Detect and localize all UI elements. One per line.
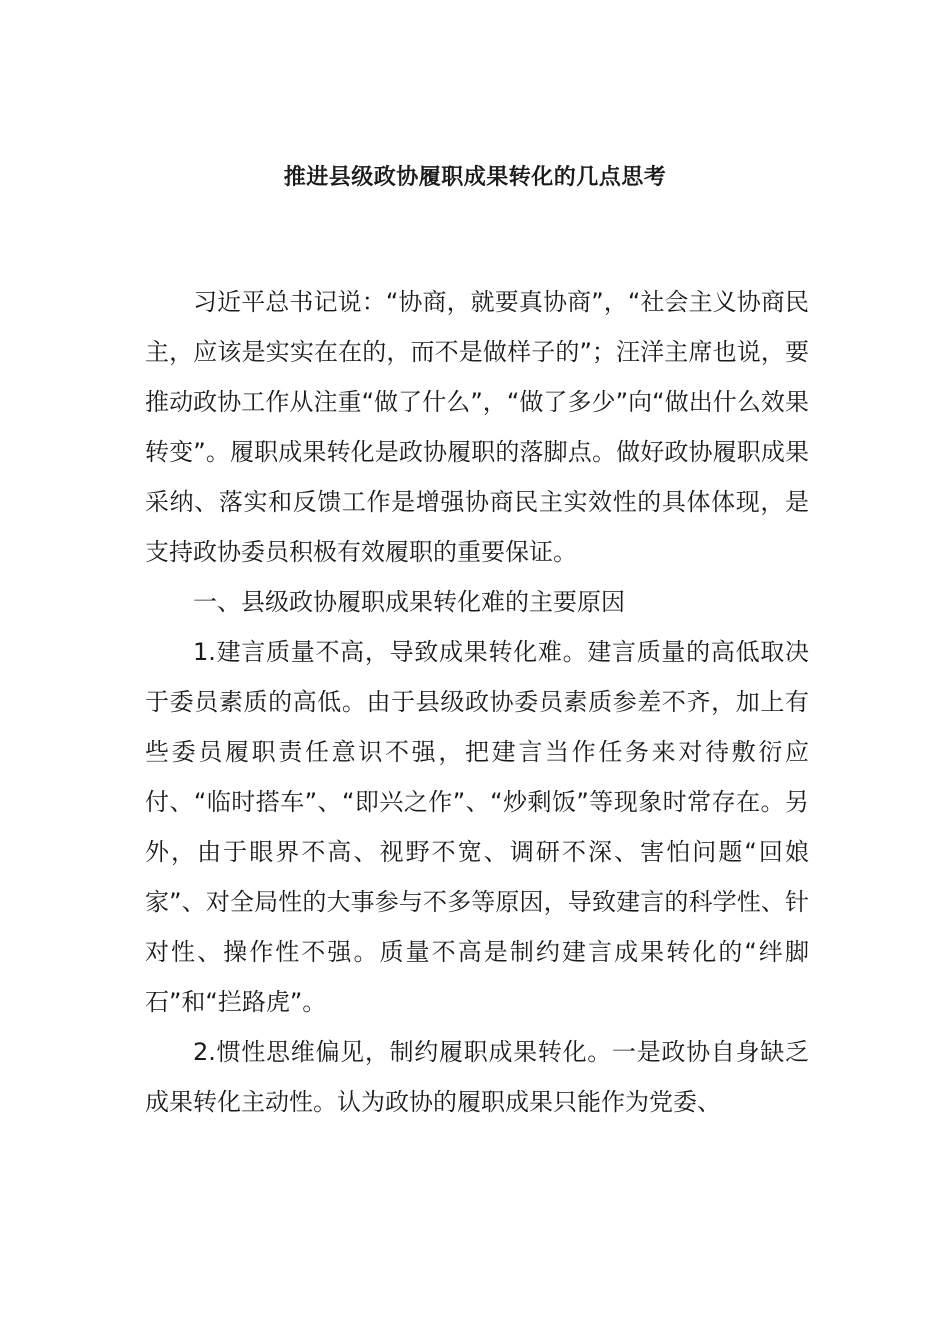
document-body <box>145 277 809 1127</box>
intro-paragraph: 习近平总书记说：“协商，就要真协商”，“社会主义协商民主，应该是实实在在的，而不是做样子的”；汪洋主席也说，要推动政协工作从注重“做了什么”，“做了多少”向“做出什么效果转变”。履职成果转化是政协履职的落脚点。做好政协履职成果采纳、落实和反馈工作是增强协商民主实效性的具体体现，是支持政协委员积极有效履职的重要保证。 <box>145 288 809 566</box>
section-heading-1: 一、县级政协履职成果转化难的主要原因 <box>193 588 625 616</box>
point-1-paragraph: 1.建言质量不高，导致成果转化难。建言质量的高低取决于委员素质的高低。由于县级政协委员素质参差不齐，加上有些委员履职责任意识不强，把建言当作任务来对待敷衍应付、“临时搭车”、“即兴之作”、“炒剩饭”等现象时常存在。另外，由于眼界不高、视野不宽、调研不深、害怕问题“回娘家”、对全局性的大事参与不多等原因，导致建言的科学性、针对性、操作性不强。质量不高是制约建言成果转化的“绊脚石”和“拦路虎”。 <box>145 638 809 1016</box>
document-title: 推进县级政协履职成果转化的几点思考 <box>283 165 667 190</box>
point-2-paragraph: 2.惯性思维偏见，制约履职成果转化。一是政协自身缺乏成果转化主动性。认为政协的履职成果只能作为党委、 <box>145 1038 809 1116</box>
